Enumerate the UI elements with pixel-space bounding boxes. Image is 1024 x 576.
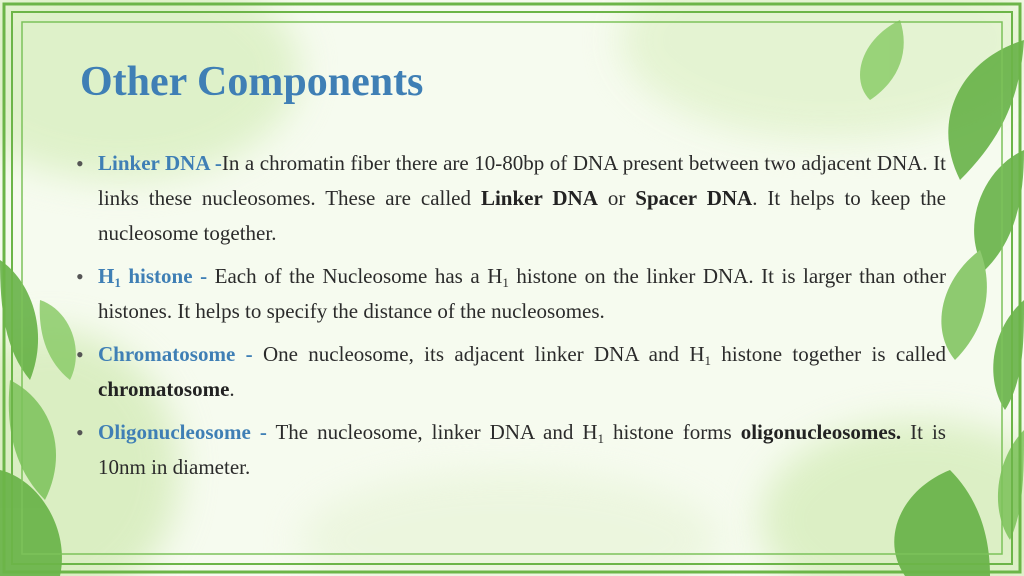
item-text: . It helps to keep the nucleosome together. [98, 186, 946, 245]
bold-text: Spacer DNA [635, 186, 753, 210]
item-text: The nucleosome, linker DNA and H [266, 420, 598, 444]
term-main: H [98, 264, 115, 288]
subscript: 1 [597, 431, 605, 446]
item-text: histone forms [604, 420, 741, 444]
term-label [98, 264, 207, 288]
bullet-list [76, 146, 946, 493]
term-label: Linker DNA - [98, 151, 222, 175]
item-text: Each of the Nucleosome has a H [207, 264, 503, 288]
page-title: Other Components [80, 59, 424, 105]
bold-text: Linker DNA [480, 186, 598, 210]
bullet-icon: • [76, 151, 84, 176]
item-text: histone together is called [711, 342, 946, 366]
bullet-icon: • [76, 420, 84, 445]
bold-text: chromatosome [98, 377, 230, 401]
subscript: 1 [502, 275, 509, 290]
list-item [76, 146, 946, 251]
term-rest: histone - [120, 264, 208, 288]
term-subscript: 1 [114, 275, 121, 290]
item-text: One nucleosome, its adjacent linker DNA and H [252, 342, 705, 366]
bullet-icon: • [76, 264, 84, 289]
list-item [76, 415, 946, 485]
term-label: Chromatosome - [98, 342, 253, 366]
list-item [76, 337, 946, 407]
item-text: It is 10nm in diameter. [98, 420, 946, 479]
item-text: In a chromatin fiber there are 10-80bp of DNA present between two adjacent DNA. It links these nucleosomes. These are called [98, 151, 947, 210]
list-item [76, 259, 946, 329]
item-text: or [597, 186, 636, 210]
bullet-icon: • [76, 342, 84, 367]
subscript: 1 [704, 353, 712, 368]
bold-text: oligonucleosomes. [740, 420, 902, 444]
item-text: histone on the linker DNA. It is larger than other histones. It helps to specify the distance of the nucleosomes. [98, 264, 946, 323]
item-text: . [229, 377, 235, 401]
term-label: Oligonucleosome - [98, 420, 267, 444]
